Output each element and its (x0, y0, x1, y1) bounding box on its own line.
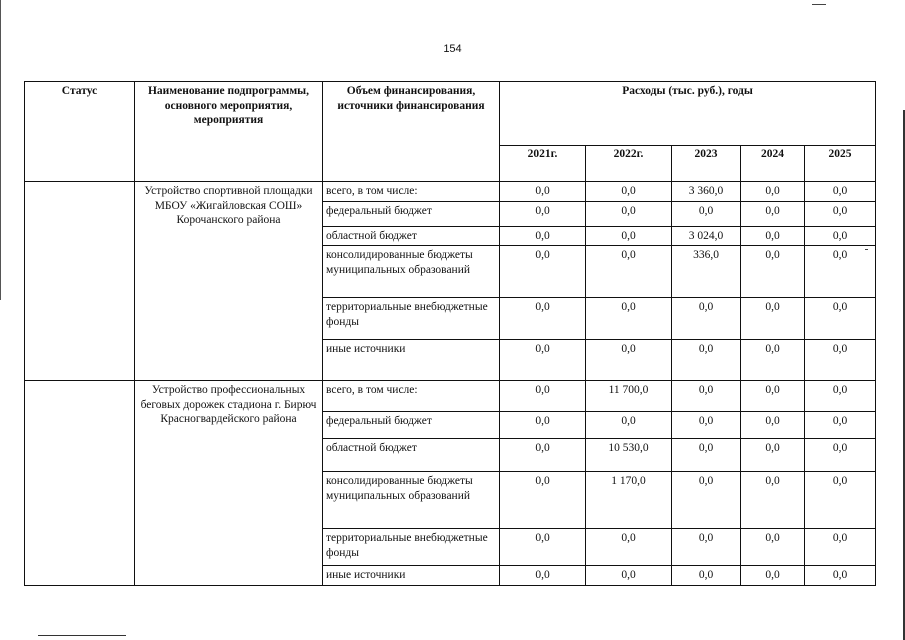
activity-name-cell: Устройство профессиональных беговых дорожек стадиона г. Бирюч Красногвардейского района (135, 381, 323, 586)
expense-value-cell: 0,0 (500, 298, 586, 340)
financing-table (24, 81, 876, 586)
funding-source-cell: иные источники (323, 566, 500, 586)
expense-value-cell: 0,0 (805, 529, 876, 566)
funding-source-cell: консолидированные бюджеты муниципальных образований (323, 246, 500, 298)
funding-source-cell: иные источники (323, 340, 500, 381)
expense-value-cell: 0,0 (672, 472, 741, 529)
expense-value-cell: 0,0 (500, 529, 586, 566)
header-year: 2021г. (500, 146, 586, 182)
expense-value-cell: 0,0 (805, 182, 876, 202)
expense-value-cell: 3 024,0 (672, 226, 741, 246)
header-year: 2025 (805, 146, 876, 182)
scan-mark (812, 4, 826, 5)
expense-value-cell: 0,0 (586, 246, 672, 298)
expense-value-cell: 0,0 (741, 439, 805, 472)
funding-source-cell: областной бюджет (323, 439, 500, 472)
funding-source-cell: территориальные внебюджетные фонды (323, 529, 500, 566)
expense-value-cell: 0,0 (741, 246, 805, 298)
expense-value-cell: 0,0 (805, 566, 876, 586)
expense-value-cell: 0,0 (805, 439, 876, 472)
header-expenses: Расходы (тыс. руб.), годы (500, 82, 876, 146)
expense-value-cell: 0,0 (500, 472, 586, 529)
expense-value-cell: 0,0 (805, 298, 876, 340)
expense-value-cell: 0,0 (741, 340, 805, 381)
funding-source-cell: консолидированные бюджеты муниципальных образований (323, 472, 500, 529)
expense-value-cell: 336,0 (672, 246, 741, 298)
expense-value-cell: 0,0 (672, 201, 741, 226)
funding-source-cell: всего, в том числе: (323, 381, 500, 412)
expense-value-cell: 3 360,0 (672, 182, 741, 202)
expense-value-cell: 0,0 (500, 412, 586, 439)
expense-value-cell: 0,0 (500, 182, 586, 202)
expense-value-cell: 0,0 (586, 566, 672, 586)
expense-value-cell: 0,0 (672, 298, 741, 340)
activity-name-cell: Устройство спортивной площадки МБОУ «Жигайловская СОШ» Корочанского района (135, 182, 323, 381)
table-row (25, 381, 876, 412)
expense-value-cell: 0,0 (672, 566, 741, 586)
expense-value-cell: 0,0 (500, 381, 586, 412)
expense-value-cell: 0,0 (741, 472, 805, 529)
header-row (25, 82, 876, 146)
funding-source-cell: всего, в том числе: (323, 182, 500, 202)
funding-source-cell: территориальные внебюджетные фонды (323, 298, 500, 340)
expense-value-cell: 0,0 (741, 566, 805, 586)
expense-value-cell: 0,0 (586, 340, 672, 381)
footer-rule (38, 635, 126, 636)
table-row (25, 182, 876, 202)
expense-value-cell: 0,0 (805, 226, 876, 246)
expense-value-cell: 0,0 (741, 412, 805, 439)
expense-value-cell: 0,0 (586, 529, 672, 566)
expense-value-cell: 0,0 (741, 226, 805, 246)
expense-value-cell: 0,0 (586, 412, 672, 439)
expense-value-cell: 0,0 (586, 226, 672, 246)
expense-value-cell: 0,0 (741, 182, 805, 202)
expense-value-cell: 11 700,0 (586, 381, 672, 412)
expense-value-cell: 0,0 (805, 472, 876, 529)
expense-value-cell: 0,0 (500, 226, 586, 246)
expense-value-cell: 0,0 (672, 412, 741, 439)
table-body (25, 182, 876, 586)
header-source: Объем финансирования, источники финансирования (323, 82, 500, 182)
header-year: 2024 (741, 146, 805, 182)
status-cell (25, 381, 135, 586)
funding-source-cell: областной бюджет (323, 226, 500, 246)
header-year: 2023 (672, 146, 741, 182)
expense-value-cell: 0,0 (500, 201, 586, 226)
header-name: Наименование подпрограммы, основного мероприятия, мероприятия (135, 82, 323, 182)
expense-value-cell: 0,0 (500, 340, 586, 381)
expense-value-cell: 0,0 (741, 298, 805, 340)
expense-value-cell: 1 170,0 (586, 472, 672, 529)
page-number: 154 (443, 43, 462, 55)
expense-value-cell: 0,0 (500, 439, 586, 472)
expense-value-cell: 0,0 (672, 529, 741, 566)
expense-value-cell: 0,0 (805, 340, 876, 381)
header-year: 2022г. (586, 146, 672, 182)
expense-value-cell: 0,0 (586, 298, 672, 340)
expense-value-cell: 0,0 (805, 246, 876, 298)
expense-value-cell: 0,0 (500, 246, 586, 298)
expense-value-cell: 0,0 (741, 201, 805, 226)
expense-value-cell: 0,0 (672, 439, 741, 472)
header-status: Статус (25, 82, 135, 182)
expense-value-cell: 0,0 (741, 529, 805, 566)
expense-value-cell: 10 530,0 (586, 439, 672, 472)
funding-source-cell: федеральный бюджет (323, 412, 500, 439)
expense-value-cell: 0,0 (586, 182, 672, 202)
status-cell (25, 182, 135, 381)
expense-value-cell: 0,0 (741, 381, 805, 412)
expense-value-cell: 0,0 (805, 381, 876, 412)
funding-source-cell: федеральный бюджет (323, 201, 500, 226)
expense-value-cell: 0,0 (500, 566, 586, 586)
expense-value-cell: 0,0 (805, 201, 876, 226)
expense-value-cell: 0,0 (672, 381, 741, 412)
expense-value-cell: 0,0 (672, 340, 741, 381)
expense-value-cell: 0,0 (805, 412, 876, 439)
expense-value-cell: 0,0 (586, 201, 672, 226)
